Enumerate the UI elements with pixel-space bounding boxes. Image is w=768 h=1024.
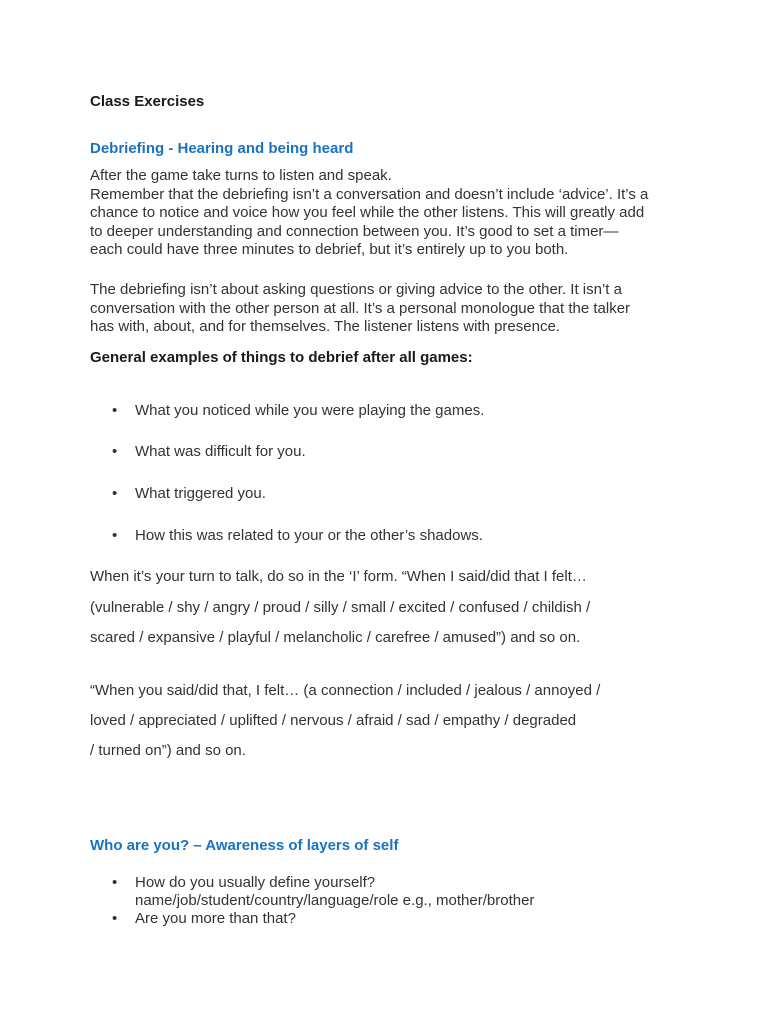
text-line: to deeper understanding and connection between you. It’s good to set a timer— — [90, 222, 619, 240]
text-line: When it’s your turn to talk, do so in the ‘I’ form. “When I said/did that I felt… — [90, 568, 587, 585]
page-title: Class Exercises — [90, 93, 205, 110]
text-line: scared / expansive / playful / melancholic / carefree / amused”) and so on. — [90, 629, 581, 646]
text-line: The debriefing isn’t about asking questions or giving advice to the other. It isn’t a — [90, 281, 622, 298]
text-line: each could have three minutes to debrief, but it’s entirely up to you both. — [90, 241, 569, 258]
bullet-icon: • — [112, 527, 118, 544]
monologue-paragraph — [90, 281, 690, 337]
list-item-text: What you noticed while you were playing the games. — [135, 402, 485, 419]
bullet-icon: • — [112, 402, 118, 419]
text-line: conversation with the other person at all. It’s a personal monologue that the talker — [90, 299, 631, 317]
section-heading-who-are-you: Who are you? – Awareness of layers of self — [90, 837, 399, 854]
list-item-text: How do you usually define yourself? — [135, 874, 376, 891]
list-item-text: Are you more than that? — [135, 910, 296, 927]
list-item-text: What was difficult for you. — [135, 443, 306, 460]
text-line: Remember that the debriefing isn’t a conversation and doesn’t include ‘advice’. It’s a — [90, 185, 649, 203]
list-item-text: How this was related to your or the other’s shadows. — [135, 527, 483, 544]
intro-paragraph — [90, 167, 690, 260]
text-line: (vulnerable / shy / angry / proud / silly / small / excited / confused / childish / — [90, 599, 591, 616]
section-heading-debriefing: Debriefing - Hearing and being heard — [90, 140, 354, 157]
examples-heading: General examples of things to debrief after all games: — [90, 349, 473, 366]
list-item-text: What triggered you. — [135, 485, 266, 502]
text-line: has with, about, and for themselves. The listener listens with presence. — [90, 318, 560, 335]
text-line: chance to notice and voice how you feel while the other listens. This will greatly add — [90, 204, 645, 221]
list-item-text: name/job/student/country/language/role e.g., mother/brother — [135, 892, 535, 909]
bullet-icon: • — [112, 443, 118, 460]
bullet-icon: • — [112, 910, 118, 927]
text-line: / turned on”) and so on. — [90, 742, 246, 759]
text-line: loved / appreciated / uplifted / nervous / afraid / sad / empathy / degraded — [90, 712, 577, 729]
text-line: “When you said/did that, I felt… (a connection / included / jealous / annoyed / — [90, 682, 601, 699]
bullet-icon: • — [112, 874, 118, 891]
text-line: After the game take turns to listen and speak. — [90, 167, 392, 184]
bullet-icon: • — [112, 485, 118, 502]
